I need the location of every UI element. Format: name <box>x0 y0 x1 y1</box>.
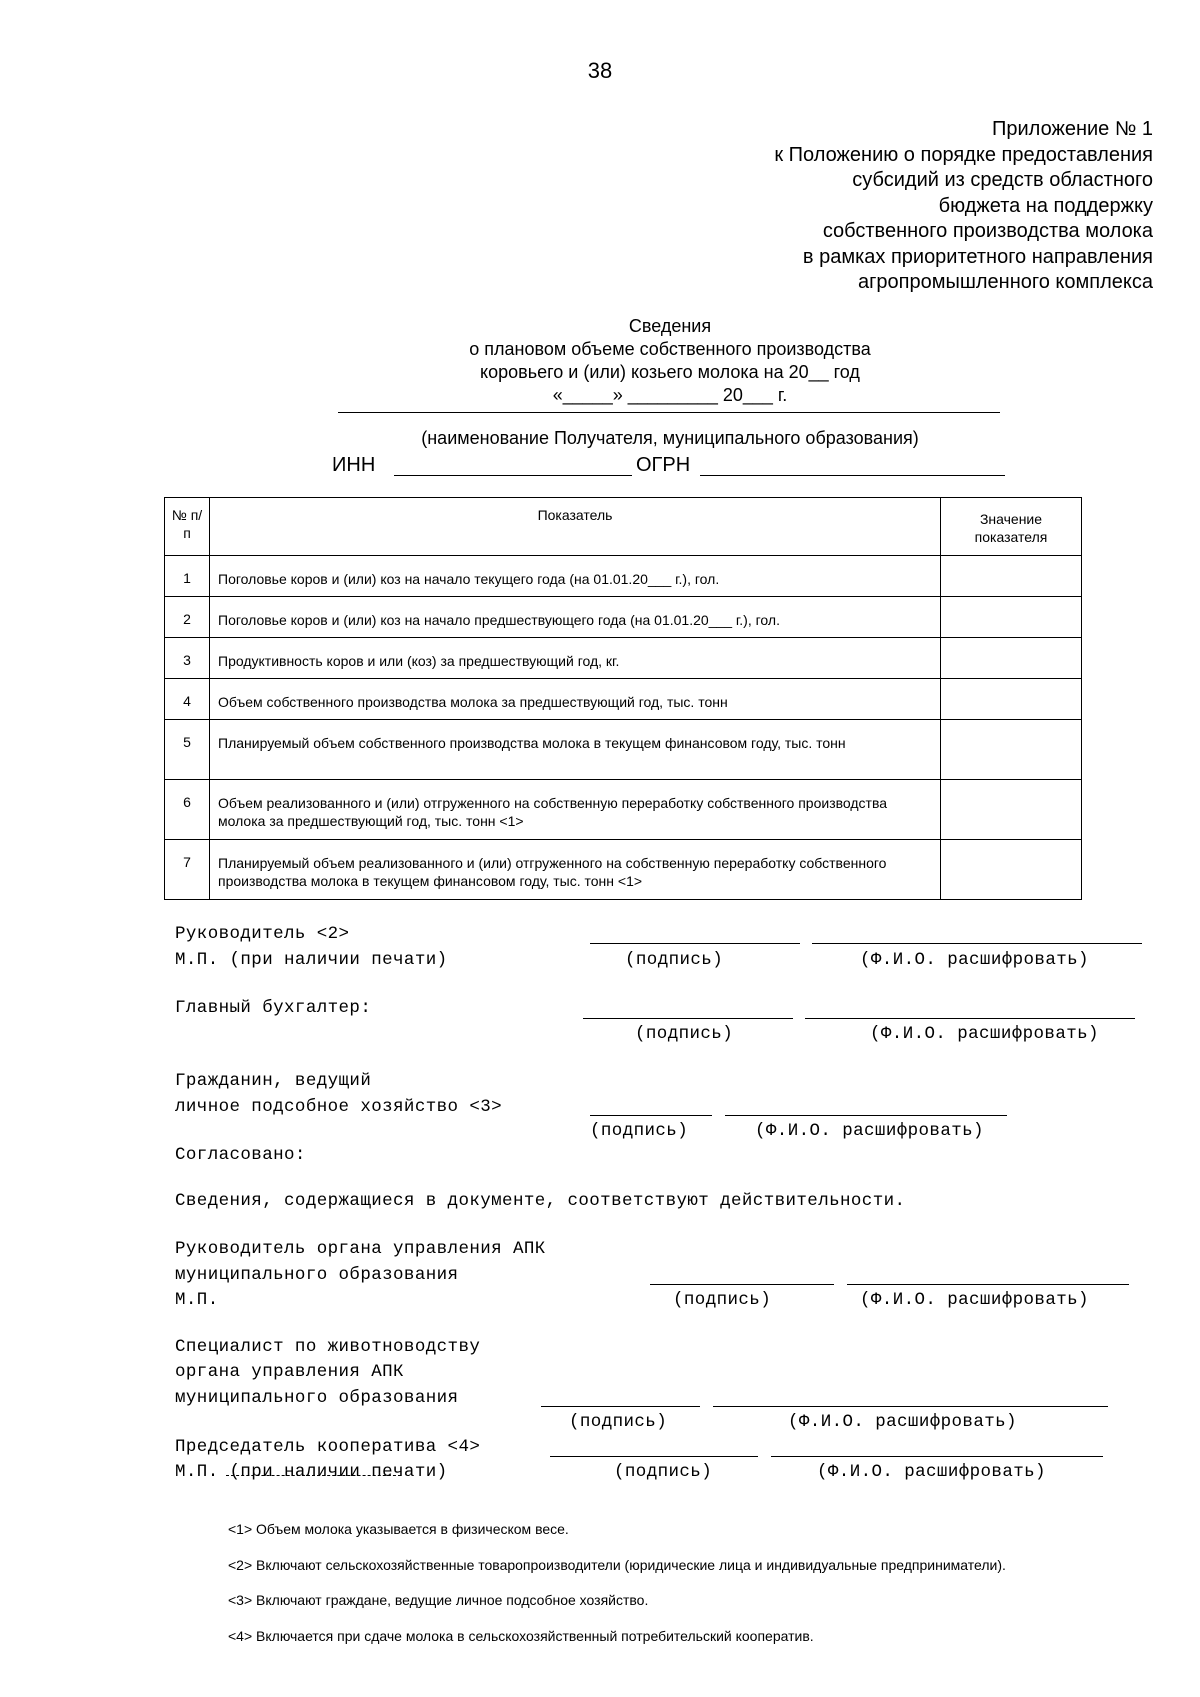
specialist-label-line3: муниципального образования <box>175 1388 459 1408</box>
row-indicator: Объем собственного производства молока за предшествующий год, тыс. тонн <box>210 679 941 720</box>
signature-caption: (подпись) <box>569 1412 668 1432</box>
fio-caption: (Ф.И.О. расшифровать) <box>788 1412 1017 1432</box>
fio-caption: (Ф.И.О. расшифровать) <box>860 950 1089 970</box>
inn-label: ИНН <box>332 454 376 476</box>
footnote-2: <2> Включают сельскохозяйственные товаропроизводители (юридические лица и индивидуальные предприниматели). <box>228 1557 1006 1573</box>
footnote-separator <box>226 1475 401 1476</box>
row-num: 3 <box>165 638 210 679</box>
title-line: коровьего и (или) козьего молока на 20__ год <box>480 362 860 382</box>
table-row <box>165 638 1082 679</box>
chief-accountant-label: Главный бухгалтер: <box>175 998 372 1018</box>
row-value-cell[interactable] <box>941 720 1082 780</box>
fio-caption: (Ф.И.О. расшифровать) <box>755 1121 984 1141</box>
citizen-fio-field[interactable] <box>725 1115 1007 1116</box>
page-number: 38 <box>587 58 613 83</box>
ogrn-field[interactable] <box>700 475 1005 476</box>
specialist-fio-field[interactable] <box>713 1406 1108 1407</box>
row-value-cell[interactable] <box>941 638 1082 679</box>
header-indicator: Показатель <box>210 498 941 556</box>
row-value-cell[interactable] <box>941 780 1082 840</box>
header-value: Значение показателя <box>941 498 1082 556</box>
row-value-cell[interactable] <box>941 597 1082 638</box>
row-num: 5 <box>165 720 210 780</box>
row-indicator: Поголовье коров и (или) коз на начало текущего года (на 01.01.20___ г.), гол. <box>210 556 941 597</box>
fio-caption: (Ф.И.О. расшифровать) <box>817 1462 1046 1482</box>
footnote-4: <4> Включается при сдаче молока в сельскохозяйственный потребительский кооператив. <box>228 1628 814 1644</box>
recipient-name-field[interactable] <box>338 412 1000 413</box>
appendix-line: в рамках приоритетного направления <box>802 245 1153 268</box>
row-num: 7 <box>165 840 210 900</box>
coop-signature-field[interactable] <box>550 1456 758 1457</box>
row-num: 1 <box>165 556 210 597</box>
inn-field[interactable] <box>394 475 632 476</box>
appendix-line: Приложение № 1 <box>992 118 1153 140</box>
citizen-label-line2: личное подсобное хозяйство <3> <box>175 1097 503 1117</box>
apk-head-label-line2: муниципального образования <box>175 1265 459 1285</box>
title-line: Сведения <box>628 316 712 336</box>
agreed-label: Согласовано: <box>175 1145 306 1165</box>
accountant-fio-field[interactable] <box>805 1018 1135 1019</box>
signature-caption: (подпись) <box>625 950 724 970</box>
specialist-label-line1: Специалист по животноводству <box>175 1337 481 1357</box>
appendix-line: собственного производства молока <box>822 220 1153 242</box>
head-signature-field[interactable] <box>590 943 800 944</box>
appendix-line: агропромышленного комплекса <box>857 271 1153 293</box>
apk-head-seal-label: М.П. <box>175 1290 219 1310</box>
specialist-label-line2: органа управления АПК <box>175 1362 404 1382</box>
ogrn-label: ОГРН <box>636 454 691 476</box>
appendix-line: бюджета на поддержку <box>938 194 1153 217</box>
table-row <box>165 780 1082 840</box>
apk-head-signature-field[interactable] <box>650 1284 834 1285</box>
row-value-cell[interactable] <box>941 679 1082 720</box>
table-row <box>165 720 1082 780</box>
coop-seal-label: М.П. (при наличии печати) <box>175 1462 448 1482</box>
head-fio-field[interactable] <box>812 943 1142 944</box>
signature-caption: (подпись) <box>635 1024 734 1044</box>
title-line: о плановом объеме собственного производства <box>469 339 871 359</box>
citizen-signature-field[interactable] <box>590 1115 712 1116</box>
coop-fio-field[interactable] <box>771 1456 1103 1457</box>
fio-caption: (Ф.И.О. расшифровать) <box>860 1290 1089 1310</box>
citizen-label-line1: Гражданин, ведущий <box>175 1071 372 1091</box>
fio-caption: (Ф.И.О. расшифровать) <box>870 1024 1099 1044</box>
signature-caption: (подпись) <box>614 1462 713 1482</box>
signature-caption: (подпись) <box>590 1121 689 1141</box>
table-row <box>165 840 1082 900</box>
head-seal-label: М.П. (при наличии печати) <box>175 950 448 970</box>
row-indicator: Планируемый объем собственного производства молока в текущем финансовом году, тыс. тонн <box>210 720 941 780</box>
title-date-line: «_____» _________ 20___ г. <box>552 385 788 405</box>
row-indicator: Объем реализованного и (или) отгруженного на собственную переработку собственного производства молока за предшествующий год, тыс. тонн <1> <box>210 780 941 840</box>
table-row <box>165 679 1082 720</box>
row-num: 4 <box>165 679 210 720</box>
signature-caption: (подпись) <box>673 1290 772 1310</box>
apk-head-fio-field[interactable] <box>847 1284 1129 1285</box>
appendix-line: к Положению о порядке предоставления <box>774 143 1153 166</box>
specialist-signature-field[interactable] <box>541 1406 700 1407</box>
apk-head-label-line1: Руководитель органа управления АПК <box>175 1239 546 1259</box>
appendix-header <box>593 117 1153 296</box>
footnote-3: <3> Включают граждане, ведущие личное подсобное хозяйство. <box>228 1592 649 1608</box>
row-indicator: Продуктивность коров и или (коз) за предшествующий год, кг. <box>210 638 941 679</box>
row-num: 2 <box>165 597 210 638</box>
table-row <box>165 556 1082 597</box>
table-row <box>165 597 1082 638</box>
indicators-table <box>164 497 1082 900</box>
row-indicator: Планируемый объем реализованного и (или) отгруженного на собственную переработку собственного производства молока в текущем финансовом году, тыс. тонн <1> <box>210 840 941 900</box>
head-label: Руководитель <2> <box>175 924 350 944</box>
table-header-row <box>165 498 1082 556</box>
row-value-cell[interactable] <box>941 556 1082 597</box>
row-indicator: Поголовье коров и (или) коз на начало предшествующего года (на 01.01.20___ г.), гол. <box>210 597 941 638</box>
row-value-cell[interactable] <box>941 840 1082 900</box>
statement-text: Сведения, содержащиеся в документе, соответствуют действительности. <box>175 1191 906 1211</box>
document-title <box>0 315 1200 407</box>
footnote-1: <1> Объем молока указывается в физическом весе. <box>228 1521 569 1537</box>
accountant-signature-field[interactable] <box>583 1018 793 1019</box>
recipient-caption: (наименование Получателя, муниципального образования) <box>421 428 919 448</box>
appendix-line: субсидий из средств областного <box>852 169 1153 191</box>
row-num: 6 <box>165 780 210 840</box>
header-num: № п/п <box>165 498 210 556</box>
coop-chair-label: Председатель кооператива <4> <box>175 1437 481 1457</box>
